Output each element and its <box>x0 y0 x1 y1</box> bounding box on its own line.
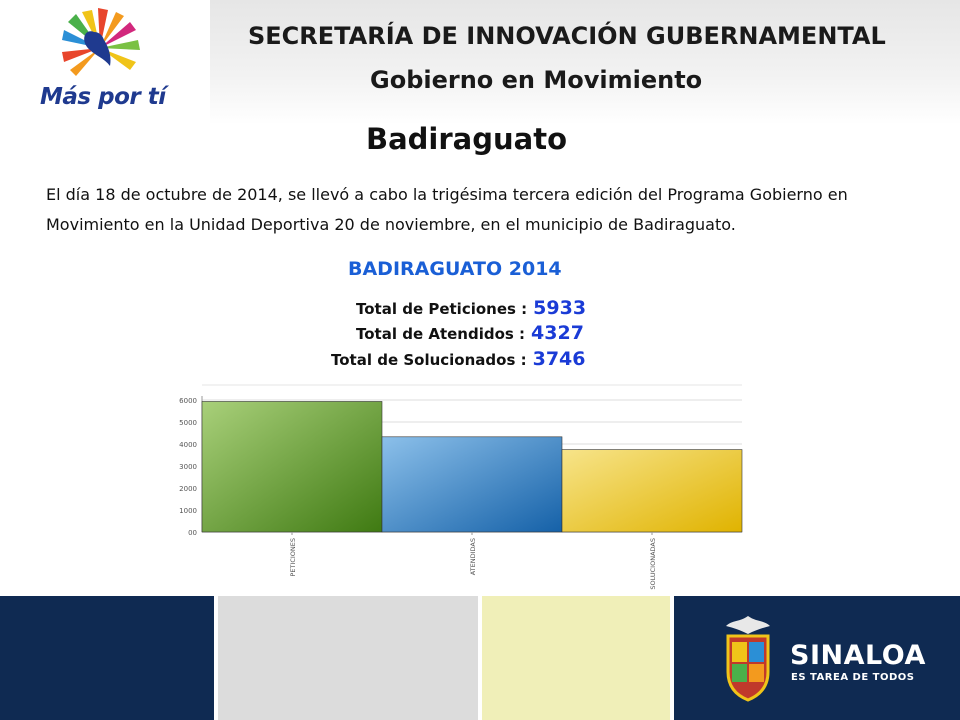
page-subtitle: Gobierno en Movimiento <box>370 66 703 94</box>
chart-y-tick-label: 5000 <box>179 419 197 427</box>
chart-x-label: PETICIONES <box>289 538 297 577</box>
chart-y-tick-label: 4000 <box>179 441 197 449</box>
chart-y-tick-label: 2000 <box>179 485 197 493</box>
stat-solucionados <box>331 348 585 370</box>
stats-title: BADIRAGUATO 2014 <box>348 258 562 280</box>
sinaloa-coat-of-arms-icon <box>718 612 778 704</box>
stat-solucionados-value: 3746 <box>532 348 586 370</box>
chart-y-tick-label: 00 <box>188 529 197 537</box>
chart-y-ticks <box>179 397 197 537</box>
bar-chart <box>170 378 750 598</box>
stat-peticiones <box>356 297 586 319</box>
chart-y-tick-label: 6000 <box>179 397 197 405</box>
chart-bars <box>202 401 742 532</box>
mas-por-ti-logo <box>0 0 210 125</box>
stat-atendidos-label: Total de Atendidos : <box>356 325 526 343</box>
chart-x-label: SOLUCIONADAS <box>649 538 657 590</box>
chart-y-tick-label: 3000 <box>179 463 197 471</box>
footer-block-navy <box>0 596 214 720</box>
header-band <box>210 0 960 125</box>
sunburst-logo-icon <box>0 0 210 90</box>
chart-x-label: ATENDIDAS <box>469 538 477 576</box>
sinaloa-tagline: ES TAREA DE TODOS <box>791 672 915 683</box>
page-title: SECRETARÍA DE INNOVACIÓN GUBERNAMENTAL <box>248 22 886 50</box>
event-description: El día 18 de octubre de 2014, se llevó a cabo la trigésima tercera edición del Programa Gobierno en Movimiento en la Unidad Deportiva 20 de noviembre, en el municipio de Badiraguato. <box>46 185 848 234</box>
footer-block-gray <box>218 596 478 720</box>
sinaloa-brand: SINALOA <box>790 640 926 671</box>
chart-x-labels <box>289 532 657 590</box>
stat-peticiones-label: Total de Peticiones : <box>356 300 528 318</box>
chart-bar-solucionadas <box>562 450 742 532</box>
logo-text: Más por tí <box>40 84 166 110</box>
stat-peticiones-value: 5933 <box>533 297 587 319</box>
stat-solucionados-label: Total de Solucionados : <box>331 351 527 369</box>
chart-bar-peticiones <box>202 401 382 532</box>
municipality-heading: Badiraguato <box>366 122 568 156</box>
stat-atendidos <box>356 322 584 344</box>
chart-bar-atendidas <box>382 437 562 532</box>
footer-block-cream <box>482 596 670 720</box>
chart-y-tick-label: 1000 <box>179 507 197 515</box>
stat-atendidos-value: 4327 <box>531 322 584 344</box>
